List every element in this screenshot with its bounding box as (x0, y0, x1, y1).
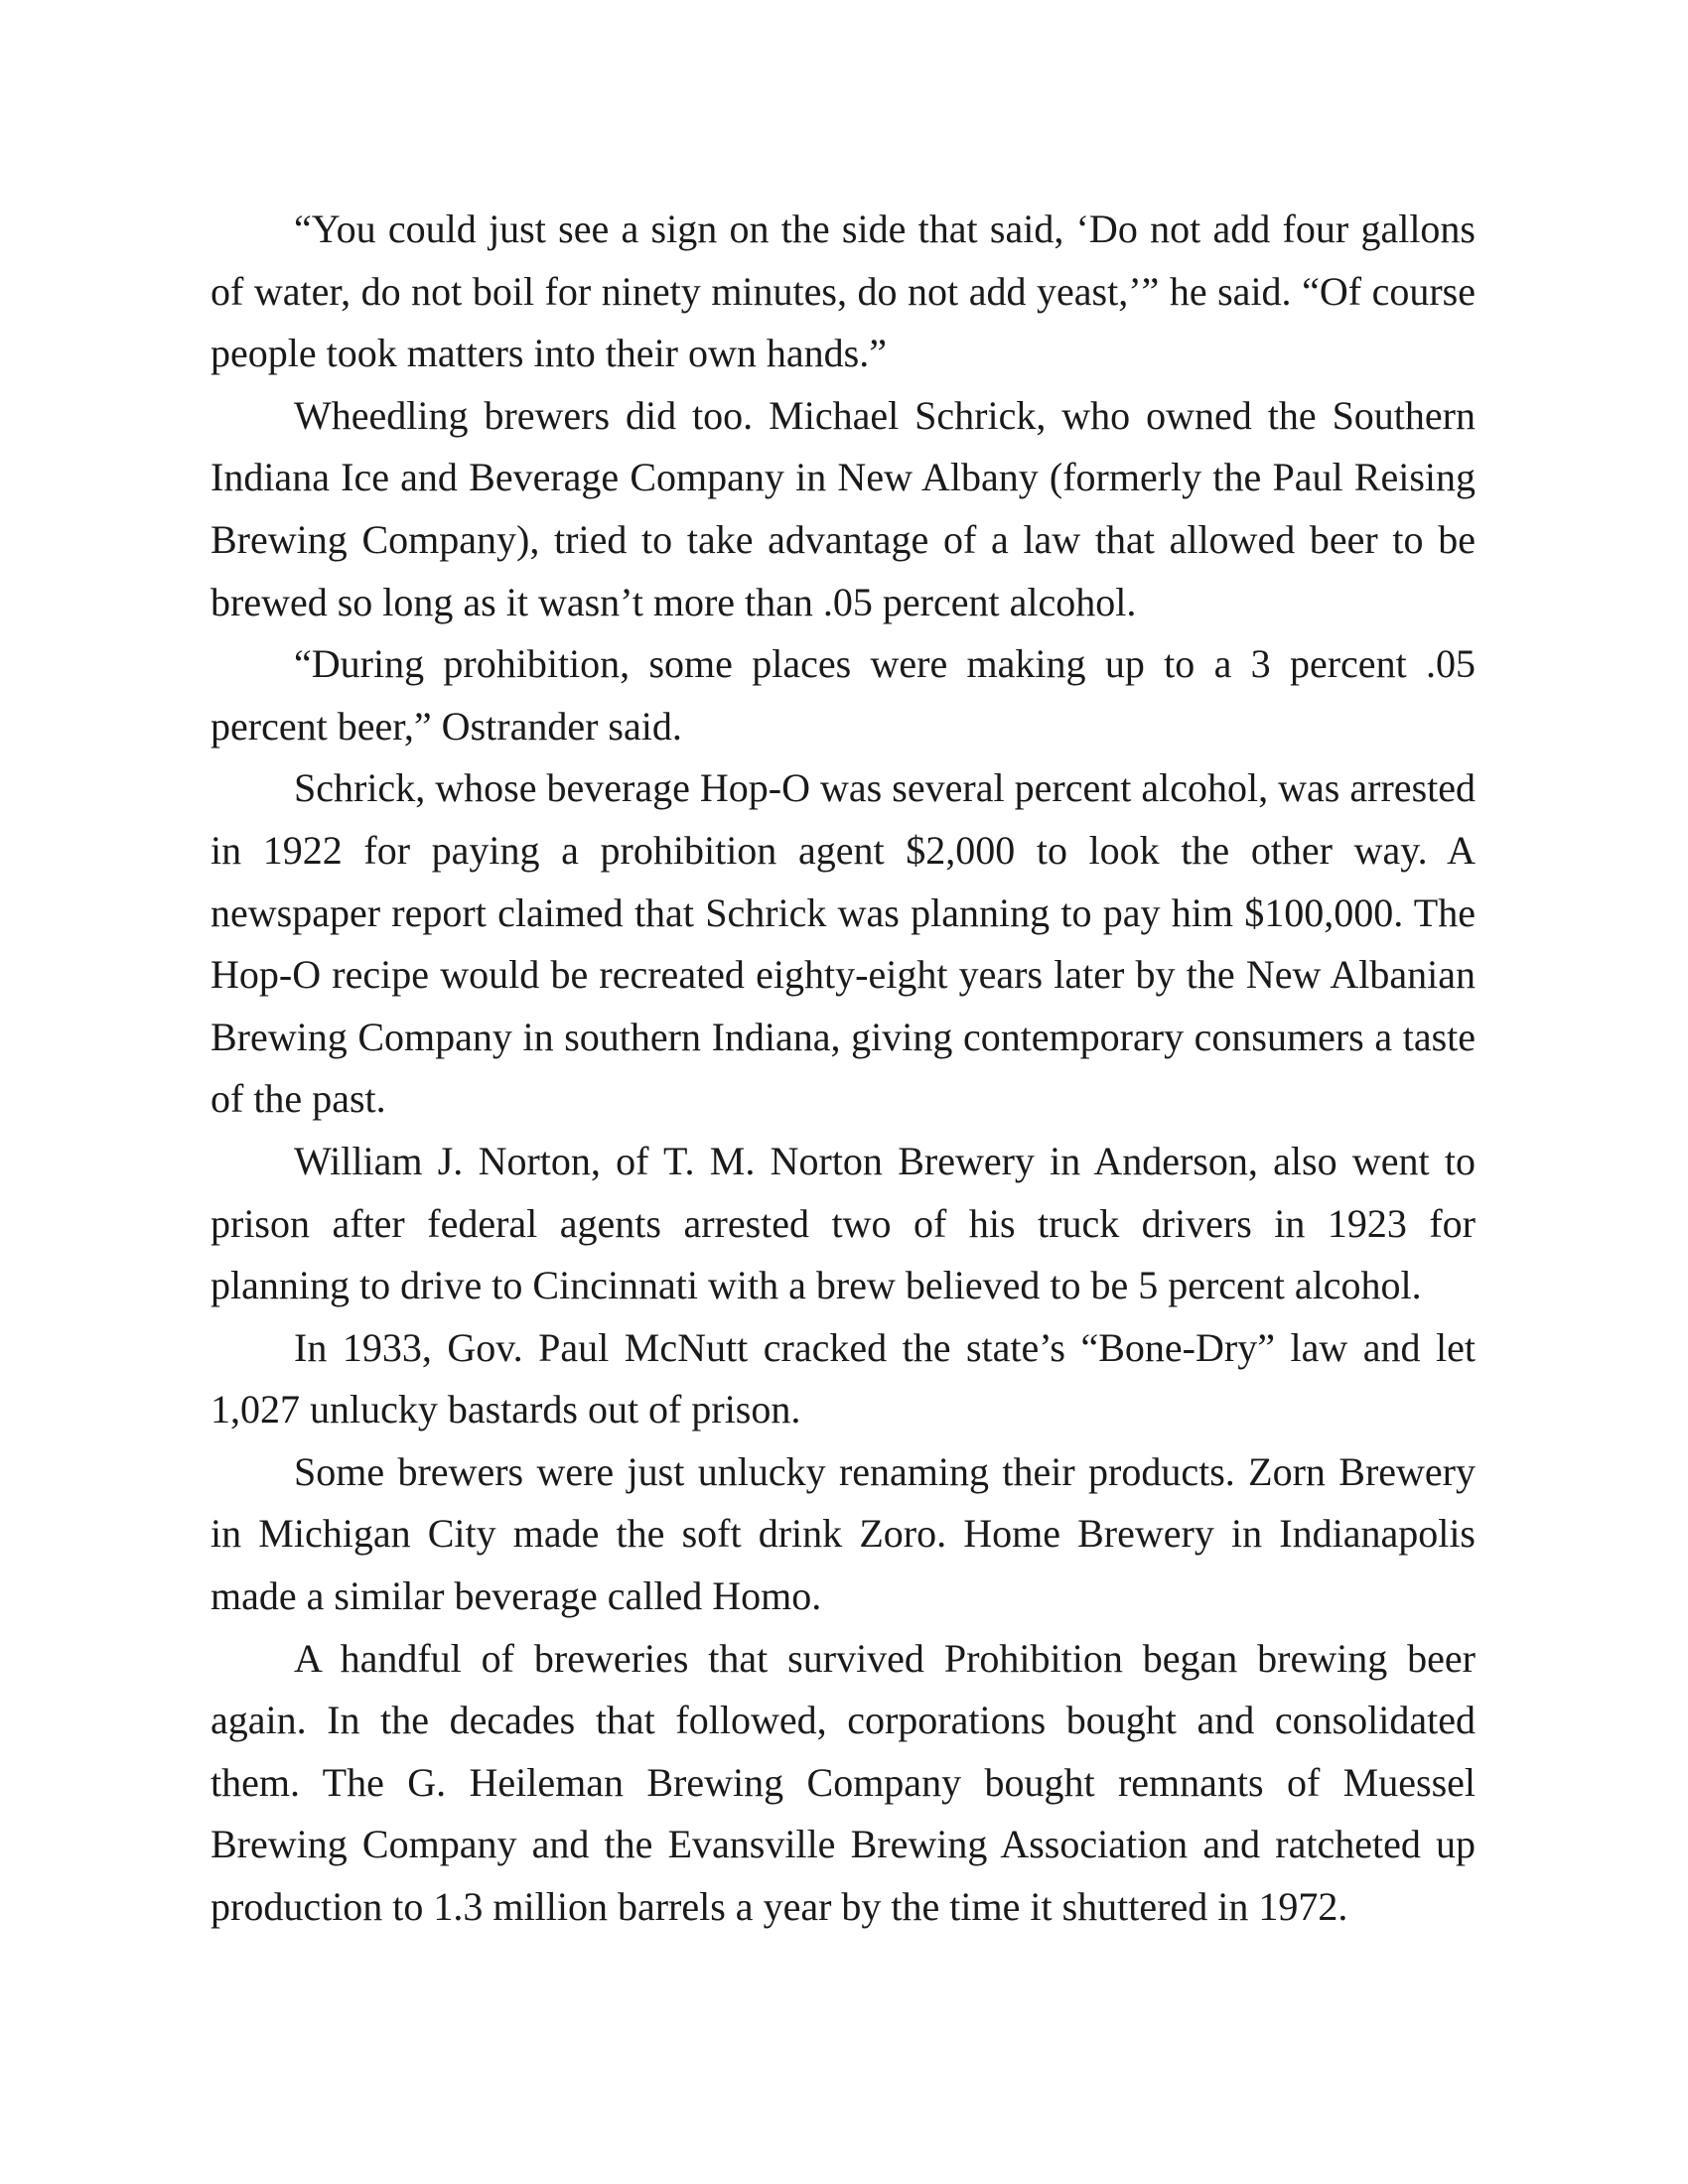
paragraph: Wheedling brewers did too. Michael Schrick, who owned the Southern Indiana Ice and Beverage Company in New Albany (formerly the Paul Reising Brewing Company), tried to take advantage of a law that allowed beer to be brewed so long as it wasn’t more than .05 percent alcohol. (211, 392, 1476, 624)
paragraph: Schrick, whose beverage Hop-O was several percent alcohol, was arrested in 1922 for paying a prohibition agent $2,000 to look the other way. A newspaper report claimed that Schrick was planning to pay him $100,000. The Hop-O recipe would be recreated eighty-eight years later by the New Albanian Brewing Company in southern Indiana, giving contemporary consumers a taste of the past. (211, 765, 1476, 1122)
paragraph: Some brewers were just unlucky renaming their products. Zorn Brewery in Michigan City made the soft drink Zoro. Home Brewery in Indianapolis made a similar beverage called Homo. (211, 1448, 1476, 1619)
paragraph: “You could just see a sign on the side that said, ‘Do not add four gallons of water, do not boil for ninety minutes, do not add yeast,’” he said. “Of course people took matters into their own hands.” (211, 206, 1476, 376)
document-page (211, 199, 1476, 1939)
paragraph: A handful of breweries that survived Prohibition began brewing beer again. In the decades that followed, corporations bought and consolidated them. The G. Heileman Brewing Company bought remnants of Muessel Brewing Company and the Evansville Brewing Association and ratcheted up production to 1.3 million barrels a year by the time it shuttered in 1972. (211, 1635, 1476, 1930)
paragraph: William J. Norton, of T. M. Norton Brewery in Anderson, also went to prison after federal agents arrested two of his truck drivers in 1923 for planning to drive to Cincinnati with a brew believed to be 5 percent alcohol. (211, 1138, 1476, 1308)
paragraph: “During prohibition, some places were making up to a 3 percent .05 percent beer,” Ostrander said. (211, 641, 1476, 749)
paragraph: In 1933, Gov. Paul McNutt cracked the state’s “Bone-Dry” law and let 1,027 unlucky bastards out of prison. (211, 1324, 1476, 1433)
